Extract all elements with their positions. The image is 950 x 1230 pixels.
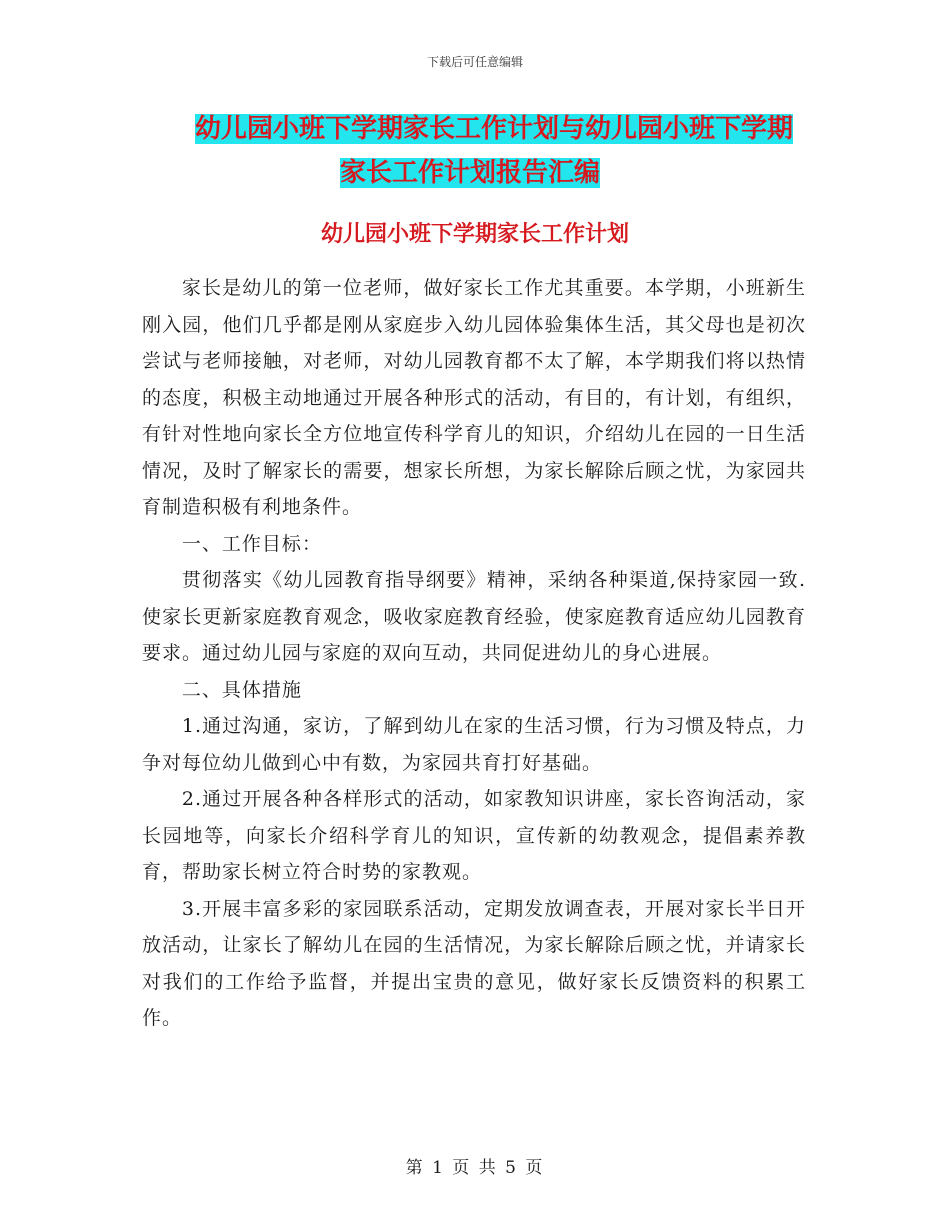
page-footer: 第 1 页 共 5 页: [405, 1158, 545, 1178]
heading-measures: 二、具体措施: [181, 678, 302, 701]
title-highlight-1: 幼儿园小班下学期家长工作计划与幼儿园小班下学期: [195, 114, 794, 144]
paragraph-goals: 贯彻落实《幼儿园教育指导纲要》精神，采纳各种渠道,保持家园一致.使家长更新家庭教育观念，吸收家庭教育经验，使家庭教育适应幼儿园教育要求。通过幼儿园与家庭的双向互动，共同促进幼儿的身心进展。: [142, 569, 806, 664]
header-note: 下载后可任意编辑: [426, 55, 523, 69]
document-title-line-2: [340, 150, 640, 196]
document-title-line-1: [195, 104, 815, 154]
paragraph-measure-1: 1.通过沟通，家访，了解到幼儿在家的生活习惯，行为习惯及特点，力争对每位幼儿做到心中有数，为家园共育打好基础。: [142, 715, 806, 774]
document-body: [142, 270, 806, 1037]
heading-work-goals: 一、工作目标：: [181, 532, 322, 555]
paragraph-measure-3: 3.开展丰富多彩的家园联系活动，定期发放调查表，开展对家长半日开放活动，让家长了解幼儿在园的生活情况，为家长解除后顾之忧，并请家长对我们的工作给予监督，并提出宝贵的意见，做好家长反馈资料的积累工作。: [142, 897, 806, 1029]
title-highlight-2: 家长工作计划报告汇编: [340, 158, 601, 188]
section-title: 幼儿园小班下学期家长工作计划: [320, 222, 629, 247]
paragraph-intro: 家长是幼儿的第一位老师，做好家长工作尤其重要。本学期，小班新生刚入园，他们几乎都是刚从家庭步入幼儿园体验集体生活，其父母也是初次尝试与老师接触，对老师，对幼儿园教育都不太了解，本学期我们将以热情的态度，积极主动地通过开展各种形式的活动，有目的，有计划，有组织，有针对性地向家长全方位地宣传科学育儿的知识，介绍幼儿在园的一日生活情况，及时了解家长的需要，想家长所想，为家长解除后顾之忧，为家园共育制造积极有利地条件。: [142, 277, 806, 518]
paragraph-measure-2: 2.通过开展各种各样形式的活动，如家教知识讲座，家长咨询活动，家长园地等，向家长介绍科学育儿的知识，宣传新的幼教观念，提倡素养教育，帮助家长树立符合时势的家教观。: [142, 788, 806, 883]
